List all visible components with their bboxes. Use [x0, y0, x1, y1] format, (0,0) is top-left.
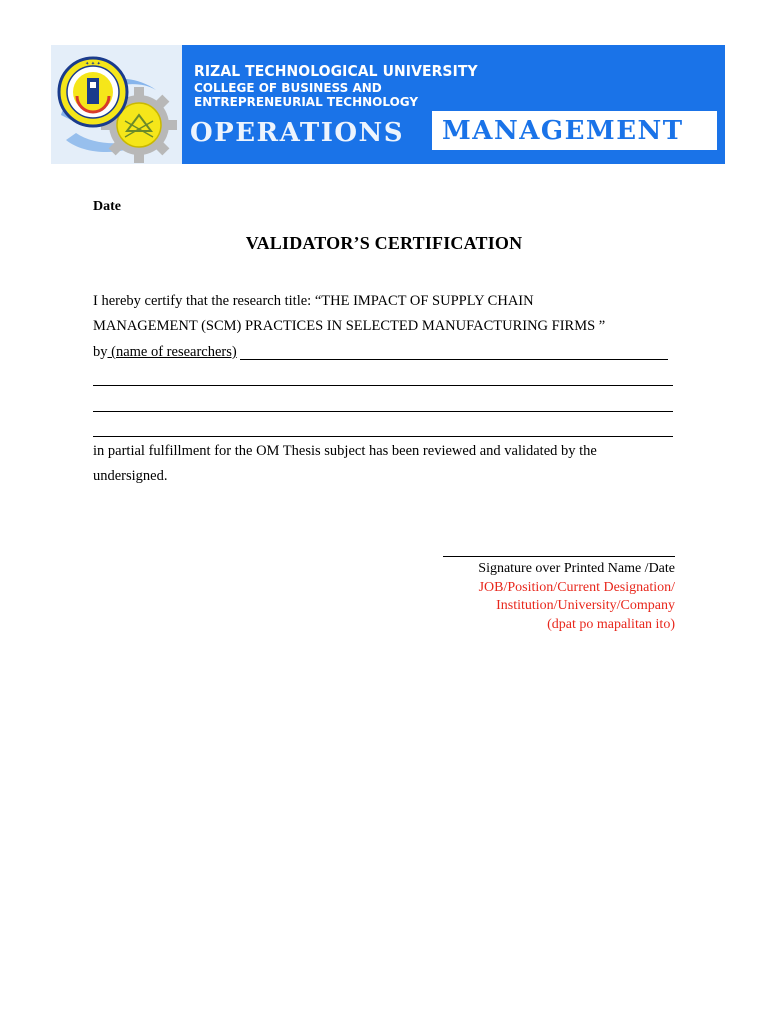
- fulfillment-line-1: in partial fulfillment for the OM Thesis subject has been reviewed and validated by the: [93, 443, 597, 459]
- seal-and-gear-icon: [51, 45, 182, 164]
- fill-line-3[interactable]: [93, 436, 673, 437]
- header-banner: [51, 45, 725, 164]
- seal-lettering: ✦ ✦ ✦: [85, 61, 101, 67]
- college-line-1: COLLEGE OF BUSINESS AND: [194, 81, 382, 95]
- program-title-box: [432, 111, 717, 150]
- certify-line-1: I hereby certify that the research title: “THE IMPACT OF SUPPLY CHAIN: [93, 293, 534, 309]
- signature-block: [478, 560, 675, 634]
- program-title-left: OPERATIONS: [190, 118, 405, 148]
- signature-label: Signature over Printed Name /Date: [478, 561, 675, 576]
- fulfillment-line-2: undersigned.: [93, 468, 168, 484]
- replace-note: (dpat po mapalitan ito): [547, 616, 675, 632]
- fill-line-2[interactable]: [93, 411, 673, 412]
- document-title: VALIDATOR’S CERTIFICATION: [245, 233, 523, 253]
- by-prefix: by: [93, 344, 108, 360]
- college-name: [194, 81, 418, 109]
- program-title-right: MANAGEMENT: [442, 116, 684, 146]
- signature-line[interactable]: [443, 556, 675, 557]
- college-line-2: ENTREPRENEURIAL TECHNOLOGY: [194, 95, 419, 109]
- certify-line-2: MANAGEMENT (SCM) PRACTICES IN SELECTED MANUFACTURING FIRMS ”: [93, 318, 606, 334]
- researchers-placeholder[interactable]: (name of researchers): [107, 344, 237, 360]
- job-position-line: JOB/Position/Current Designation/: [478, 579, 675, 595]
- university-name: RIZAL TECHNOLOGICAL UNIVERSITY: [194, 62, 478, 80]
- university-logos: [51, 45, 182, 164]
- fill-line-1[interactable]: [93, 385, 673, 386]
- researchers-underline: [240, 359, 668, 360]
- date-label: Date: [93, 199, 121, 214]
- university-seal-icon: [59, 58, 127, 126]
- researchers-line: [93, 344, 237, 361]
- institution-line: Institution/University/Company: [496, 598, 675, 613]
